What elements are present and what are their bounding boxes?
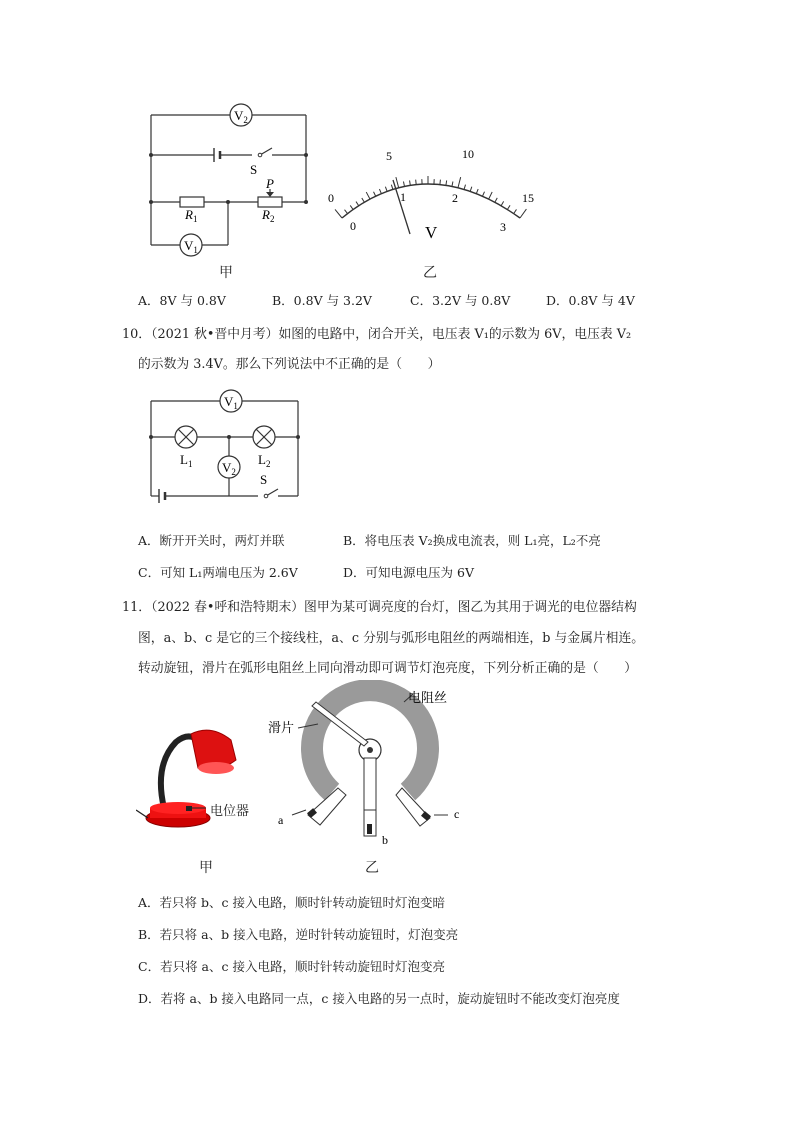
dial-tick: [501, 201, 504, 205]
dial-tick: [458, 177, 461, 188]
dial-tick: [476, 189, 478, 194]
dial-tick: [366, 192, 370, 199]
bottom-tick-0: 0: [350, 219, 356, 233]
q10-v2-label: $V_2$: [222, 460, 236, 477]
top-tick-0: 0: [328, 191, 334, 205]
bottom-tick-1: 1: [400, 190, 406, 204]
unit-label: V: [425, 223, 438, 242]
q11-option-b[interactable]: B．若只将 a、b 接入电路，逆时针转动旋钮时，灯泡变亮: [138, 927, 459, 942]
slider-p-label: P: [266, 176, 274, 191]
dial-tick: [464, 185, 465, 190]
dial-tick: [385, 187, 387, 192]
dial-tick: [403, 182, 404, 187]
q9-caption-left: 甲: [219, 265, 233, 281]
dial-tick: [489, 192, 493, 199]
dial-tick: [350, 205, 353, 209]
dial-tick: [452, 182, 453, 187]
dial-tick: [446, 180, 447, 185]
dial-tick: [362, 198, 365, 202]
potentiometer-diagram: [268, 680, 478, 855]
q11-caption-left: 甲: [199, 860, 213, 876]
top-tick-5: 5: [386, 149, 392, 163]
dial-tick: [391, 185, 392, 190]
q9-option-a[interactable]: A．8V 与 0.8V: [138, 293, 226, 308]
dial-tick: [356, 202, 359, 206]
q10-option-a[interactable]: A．断开开关时，两灯并联: [138, 533, 285, 548]
terminal-b: b: [382, 833, 388, 847]
v2-label: $V_2$: [234, 108, 248, 125]
dial-tick: [379, 189, 381, 194]
l2-label: $L_2$: [258, 452, 271, 469]
q11-stem-line1: 11．（2022 春•呼和浩特期末）图甲为某可调亮度的台灯，图乙为其用于调光的电位器结构: [122, 600, 637, 615]
slider-label: 滑片: [268, 720, 295, 735]
bottom-tick-3: 3: [500, 220, 506, 234]
dial-tick: [416, 180, 417, 185]
q11-stem-line3: 转动旋钮，滑片在弧形电阻丝上同向滑动即可调节灯泡亮度，下列分析正确的是（ ）: [138, 661, 638, 676]
q9-option-d[interactable]: D．0.8V 与 4V: [546, 293, 635, 308]
top-tick-10: 10: [462, 147, 474, 161]
q10-option-b[interactable]: B．将电压表 V₂换成电流表，则 L₁亮，L₂不亮: [343, 533, 601, 548]
dial-tick: [482, 192, 484, 197]
dial-tick: [514, 209, 517, 213]
potentiometer-label: 电位器: [210, 804, 250, 819]
q11-option-c[interactable]: C．若只将 a、c 接入电路，顺时针转动旋钮时灯泡变亮: [138, 959, 445, 974]
dial-tick: [520, 209, 526, 218]
l1-label: $L_1$: [180, 452, 193, 469]
resistance-wire-label: 电阻丝: [408, 690, 448, 705]
q9-caption-right: 乙: [423, 265, 437, 281]
r1-label: $R_1$: [185, 207, 198, 224]
dial-tick: [507, 205, 510, 209]
q9-circuit-diagram: [140, 95, 320, 260]
dial-tick: [335, 209, 342, 218]
dial-tick: [374, 192, 376, 197]
q11-caption-right: 乙: [365, 860, 379, 876]
q10-stem-line1: 10．（2021 秋•晋中月考）如图的电路中，闭合开关，电压表 V₁的示数为 6V，电压表 V₂: [122, 327, 632, 342]
q10-v1-label: $V_1$: [224, 394, 238, 411]
terminal-c: c: [454, 807, 460, 821]
terminal-a: a: [278, 813, 284, 827]
q11-option-d[interactable]: D．若将 a、b 接入电路同一点，c 接入电路的另一点时，旋动旋钮时不能改变灯泡亮度: [138, 991, 620, 1006]
q11-option-a[interactable]: A．若只将 b、c 接入电路，顺时针转动旋钮时灯泡变暗: [138, 895, 445, 910]
q10-circuit-diagram: [140, 385, 305, 505]
switch-label: S: [250, 162, 258, 177]
q9-option-c[interactable]: C．3.2V 与 0.8V: [410, 293, 511, 308]
voltmeter-dial: [320, 140, 550, 250]
dial-tick: [345, 210, 348, 214]
dial-tick: [470, 187, 472, 192]
top-tick-15: 15: [522, 191, 534, 205]
dial-tick: [410, 180, 411, 185]
dial-tick: [495, 198, 497, 202]
r2-label: $R_2$: [262, 207, 275, 224]
q11-stem-line2: 图，a、b、c 是它的三个接线柱，a、c 分别与弧形电阻丝的两端相连，b 与金属片相连。: [138, 631, 645, 646]
q10-option-c[interactable]: C．可知 L₁两端电压为 2.6V: [138, 565, 298, 580]
desk-lamp-image: [136, 720, 276, 835]
dial-tick: [396, 177, 399, 188]
v1-label: $V_1$: [184, 238, 198, 255]
dial-tick: [440, 180, 441, 185]
bottom-tick-2: 2: [452, 191, 458, 205]
q10-option-d[interactable]: D．可知电源电压为 6V: [343, 565, 474, 580]
q9-option-b[interactable]: B．0.8V 与 3.2V: [272, 293, 372, 308]
q10-stem-line2: 的示数为 3.4V。那么下列说法中不正确的是（ ）: [138, 357, 441, 372]
q10-switch-label: S: [260, 472, 268, 487]
